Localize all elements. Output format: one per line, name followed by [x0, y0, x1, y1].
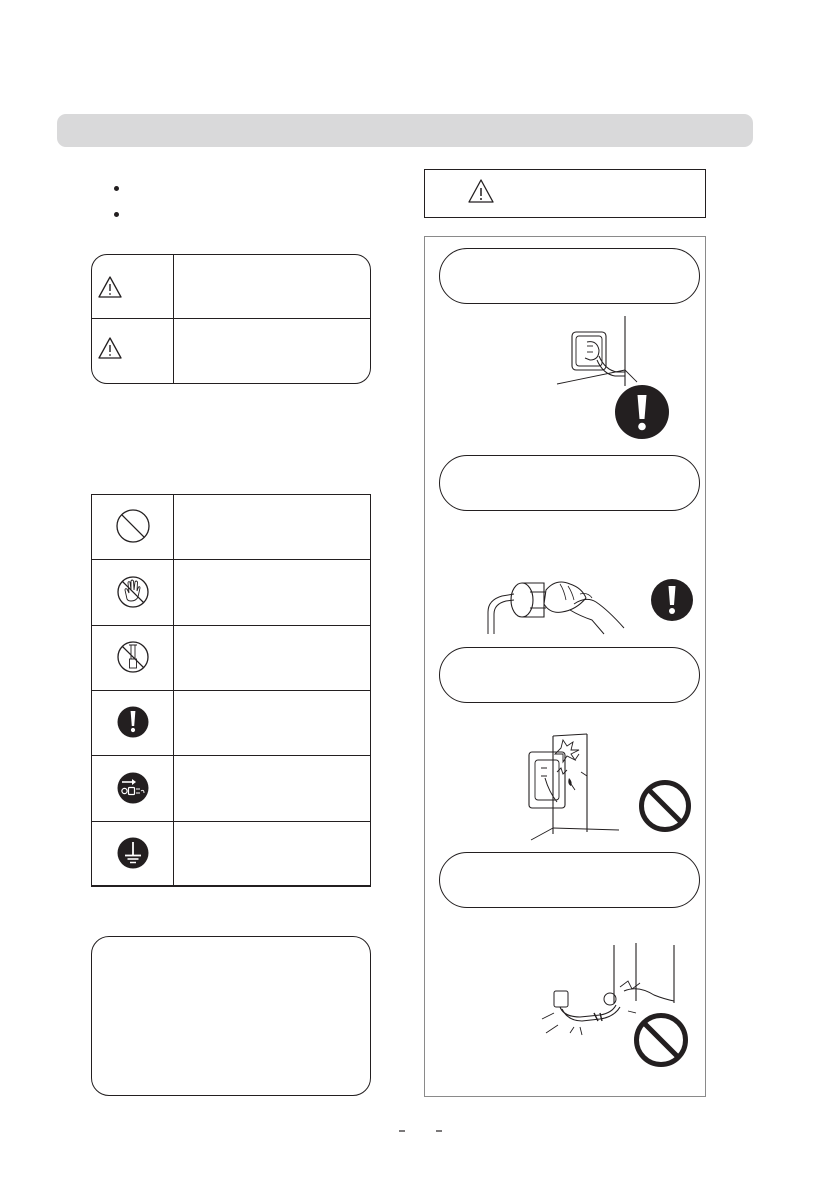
warning-panel-header	[424, 169, 706, 218]
divider	[91, 690, 371, 691]
caution-triangle-icon	[97, 336, 123, 360]
warning-item-text-box	[439, 647, 700, 703]
do-not-touch-icon	[113, 572, 153, 612]
mandatory-action-icon	[650, 576, 694, 624]
wipe-plug-illustration	[484, 570, 634, 640]
divider	[91, 559, 371, 560]
divider	[91, 625, 371, 626]
divider	[91, 821, 371, 822]
divider	[91, 755, 371, 756]
ground-icon	[113, 833, 153, 873]
warning-item-text	[440, 648, 699, 672]
mandatory-action-icon	[113, 702, 153, 742]
warning-item-text	[440, 853, 699, 877]
damaged-socket-illustration	[527, 732, 637, 842]
plug-in-socket-illustration	[555, 312, 675, 392]
warning-item-text	[440, 456, 699, 480]
mandatory-action-icon	[614, 384, 670, 440]
do-not-disassemble-icon	[113, 637, 153, 677]
bullet-dot	[114, 186, 119, 191]
prohibited-icon	[113, 506, 153, 546]
warning-item-text	[440, 249, 699, 273]
prohibited-icon	[637, 778, 693, 834]
note-text	[92, 937, 370, 965]
warning-item-text-box	[439, 852, 700, 908]
prohibited-icon	[632, 1011, 690, 1069]
bullet-dot	[114, 212, 119, 217]
page-number	[396, 1126, 446, 1140]
unplug-icon	[113, 768, 153, 808]
warning-item-text-box	[439, 248, 700, 304]
page-number-marks	[396, 1126, 446, 1140]
divider	[91, 318, 371, 319]
warning-item-text-box	[439, 455, 700, 511]
warning-triangle-icon	[97, 275, 123, 299]
note-box	[91, 936, 371, 1096]
warning-triangle-icon	[467, 178, 495, 204]
section-header-bar	[57, 114, 753, 147]
